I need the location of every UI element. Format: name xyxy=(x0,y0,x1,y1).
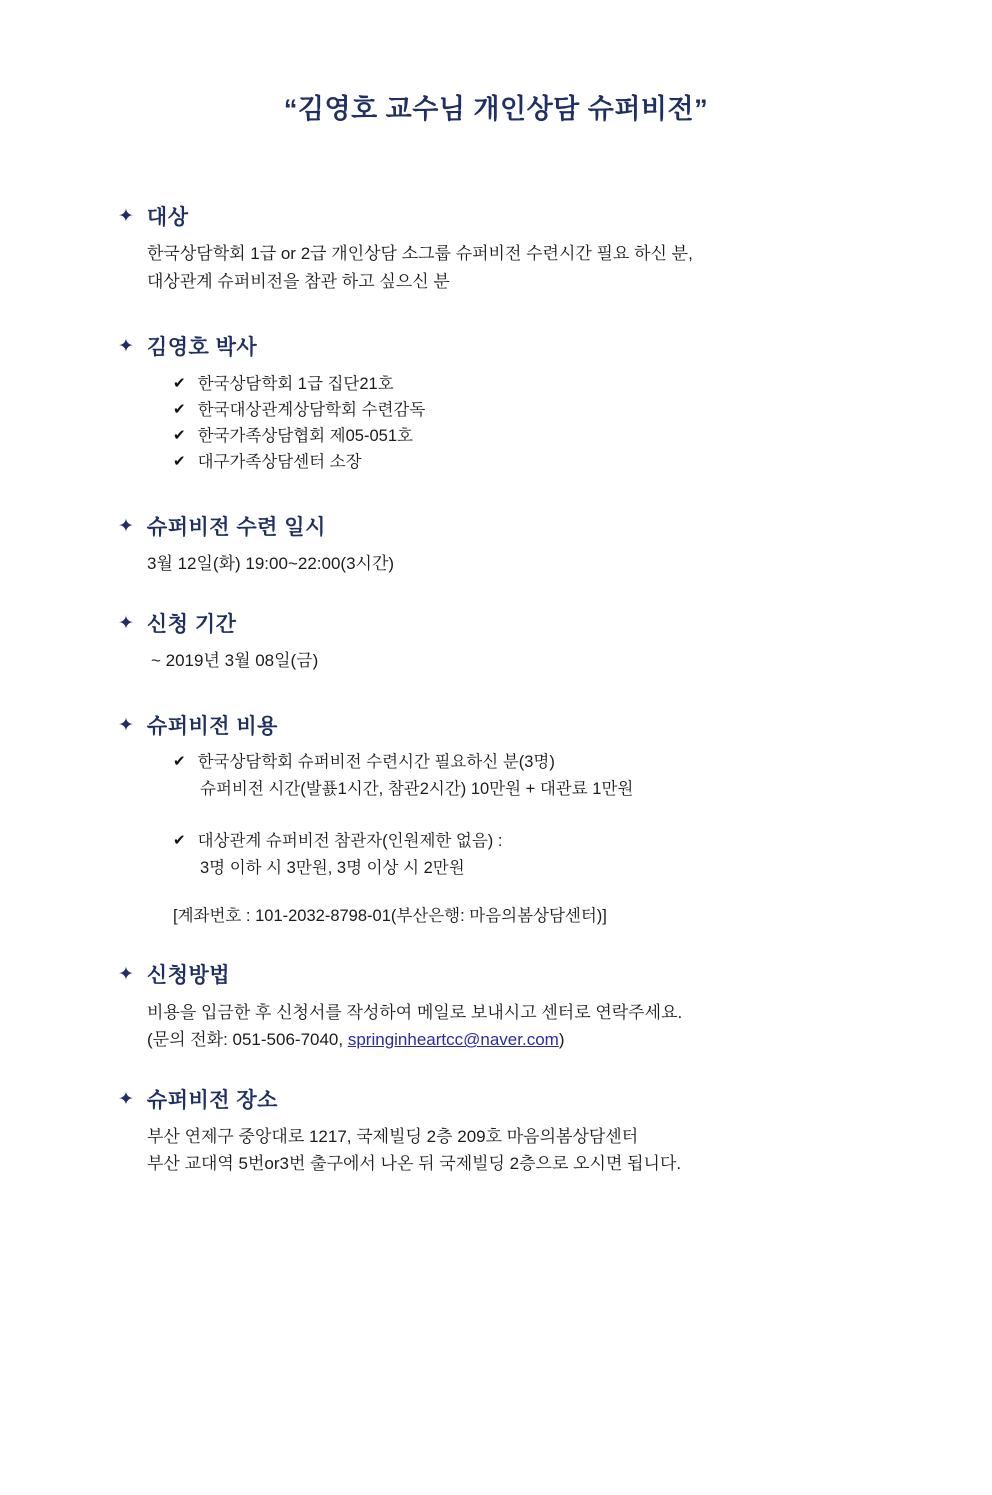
target-line-1: 한국상담학회 1급 or 2급 개인상담 소그룹 슈퍼비전 수련시간 필요 하신 분, xyxy=(147,244,693,264)
lecturer-credential-3: 한국가족상담협회 제05-051호 xyxy=(197,426,413,445)
section-place-heading xyxy=(118,1088,932,1113)
section-how-to-apply-heading xyxy=(118,963,932,988)
section-schedule-heading xyxy=(118,515,932,540)
how-to-apply-contact-line xyxy=(147,1026,932,1054)
how-to-apply-line-1: 비용을 입금한 후 신청서를 작성하여 메일로 보내시고 센터로 연락주세요. xyxy=(147,1002,683,1022)
lecturer-credential-1: 한국상담학회 1급 집단21호 xyxy=(197,374,394,393)
cost-item-2-main: 대상관계 슈퍼비전 참관자(인원제한 없음) : xyxy=(197,832,503,851)
section-place-title: 슈퍼비전 장소 xyxy=(146,1088,278,1112)
section-apply-period-body xyxy=(118,647,932,675)
cost-item-1-sub: 슈퍼비전 시간(발푨1시간, 참관2시간) 10만원 + 대관료 1만원 xyxy=(200,779,634,798)
lecturer-credential-4: 대구가족상담센터 소장 xyxy=(197,452,362,471)
section-cost-heading xyxy=(118,714,932,739)
spacer xyxy=(118,929,932,963)
section-cost-title: 슈퍼비전 비용 xyxy=(146,715,278,739)
document-page xyxy=(0,92,992,1495)
diamond-bullet-icon: ✦ xyxy=(118,715,134,737)
section-schedule-body xyxy=(118,550,932,578)
page-title: “김영호 교수님 개인상담 슈퍼비전” xyxy=(283,94,709,124)
section-cost xyxy=(118,714,932,929)
section-target xyxy=(118,205,932,295)
check-icon: ✔ xyxy=(173,452,186,470)
section-target-body xyxy=(118,240,932,295)
section-apply-period-heading xyxy=(118,612,932,637)
list-item xyxy=(173,397,932,423)
diamond-bullet-icon: ✦ xyxy=(118,612,134,634)
bank-account-line: [계좌번호 : 101-2032-8798-01(부산은행: 마음의봄상담센터)] xyxy=(173,906,607,925)
target-line-2: 대상관계 슈퍼비전을 참관 하고 싶으신 분 xyxy=(147,271,450,291)
cost-item-2-main-row xyxy=(173,828,932,854)
contact-suffix: ) xyxy=(558,1030,565,1050)
schedule-line-1: 3월 12일(화) 19:00~22:00(3시간) xyxy=(147,553,395,573)
check-icon: ✔ xyxy=(173,753,186,771)
place-line-1: 부산 연제구 중앙대로 1217, 국제빌딩 2층 209호 마음의봄상담센터 xyxy=(147,1126,639,1146)
section-how-to-apply-title: 신청방법 xyxy=(146,964,231,988)
check-icon: ✔ xyxy=(173,374,186,392)
cost-item-1 xyxy=(147,749,932,802)
cost-item-2-sub: 3명 이하 시 3만원, 3명 이상 시 2만원 xyxy=(200,858,465,877)
cost-item-1-main: 한국상담학회 슈퍼비전 수련시간 필요하신 분(3명) xyxy=(197,753,555,772)
section-lecturer xyxy=(118,335,932,474)
spacer xyxy=(118,295,932,335)
place-line-2: 부산 교대역 5번or3번 출구에서 나온 뒤 국제빌딩 2층으로 오시면 됩니다. xyxy=(147,1154,682,1174)
section-target-heading xyxy=(118,205,932,230)
list-item xyxy=(173,449,932,475)
section-cost-body xyxy=(118,749,932,929)
section-place xyxy=(118,1088,932,1178)
section-lecturer-heading xyxy=(118,335,932,360)
spacer xyxy=(147,802,932,828)
check-icon: ✔ xyxy=(173,400,186,418)
list-item xyxy=(173,371,932,397)
section-apply-period xyxy=(118,612,932,675)
diamond-bullet-icon: ✦ xyxy=(118,964,134,986)
cost-item-2 xyxy=(147,828,932,881)
spacer xyxy=(118,578,932,612)
diamond-bullet-icon: ✦ xyxy=(118,1088,134,1110)
sections-container xyxy=(60,205,932,1178)
lecturer-credential-2: 한국대상관계상담학회 수련감독 xyxy=(197,400,426,419)
section-how-to-apply xyxy=(118,963,932,1053)
list-item xyxy=(173,423,932,449)
spacer xyxy=(118,1054,932,1088)
section-apply-period-title: 신청 기간 xyxy=(146,612,237,636)
section-lecturer-body xyxy=(118,371,932,475)
spacer xyxy=(118,674,932,714)
section-place-body xyxy=(118,1123,932,1178)
section-how-to-apply-body xyxy=(118,999,932,1054)
check-icon: ✔ xyxy=(173,832,186,850)
check-icon: ✔ xyxy=(173,426,186,444)
apply-period-line-1: ~ 2019년 3월 08일(금) xyxy=(151,650,319,670)
contact-prefix: (문의 전화: 051-506-7040, xyxy=(147,1030,348,1050)
diamond-bullet-icon: ✦ xyxy=(118,206,134,228)
spacer xyxy=(118,475,932,515)
cost-item-1-main-row xyxy=(173,749,932,775)
section-schedule xyxy=(118,515,932,578)
diamond-bullet-icon: ✦ xyxy=(118,336,134,358)
email-link[interactable]: springinheartcc@naver.com xyxy=(347,1030,559,1050)
section-lecturer-title: 김영호 박사 xyxy=(146,336,258,360)
lecturer-credentials-list xyxy=(147,371,932,475)
section-target-title: 대상 xyxy=(146,206,189,230)
section-schedule-title: 슈퍼비전 수련 일시 xyxy=(146,515,326,539)
diamond-bullet-icon: ✦ xyxy=(118,515,134,537)
